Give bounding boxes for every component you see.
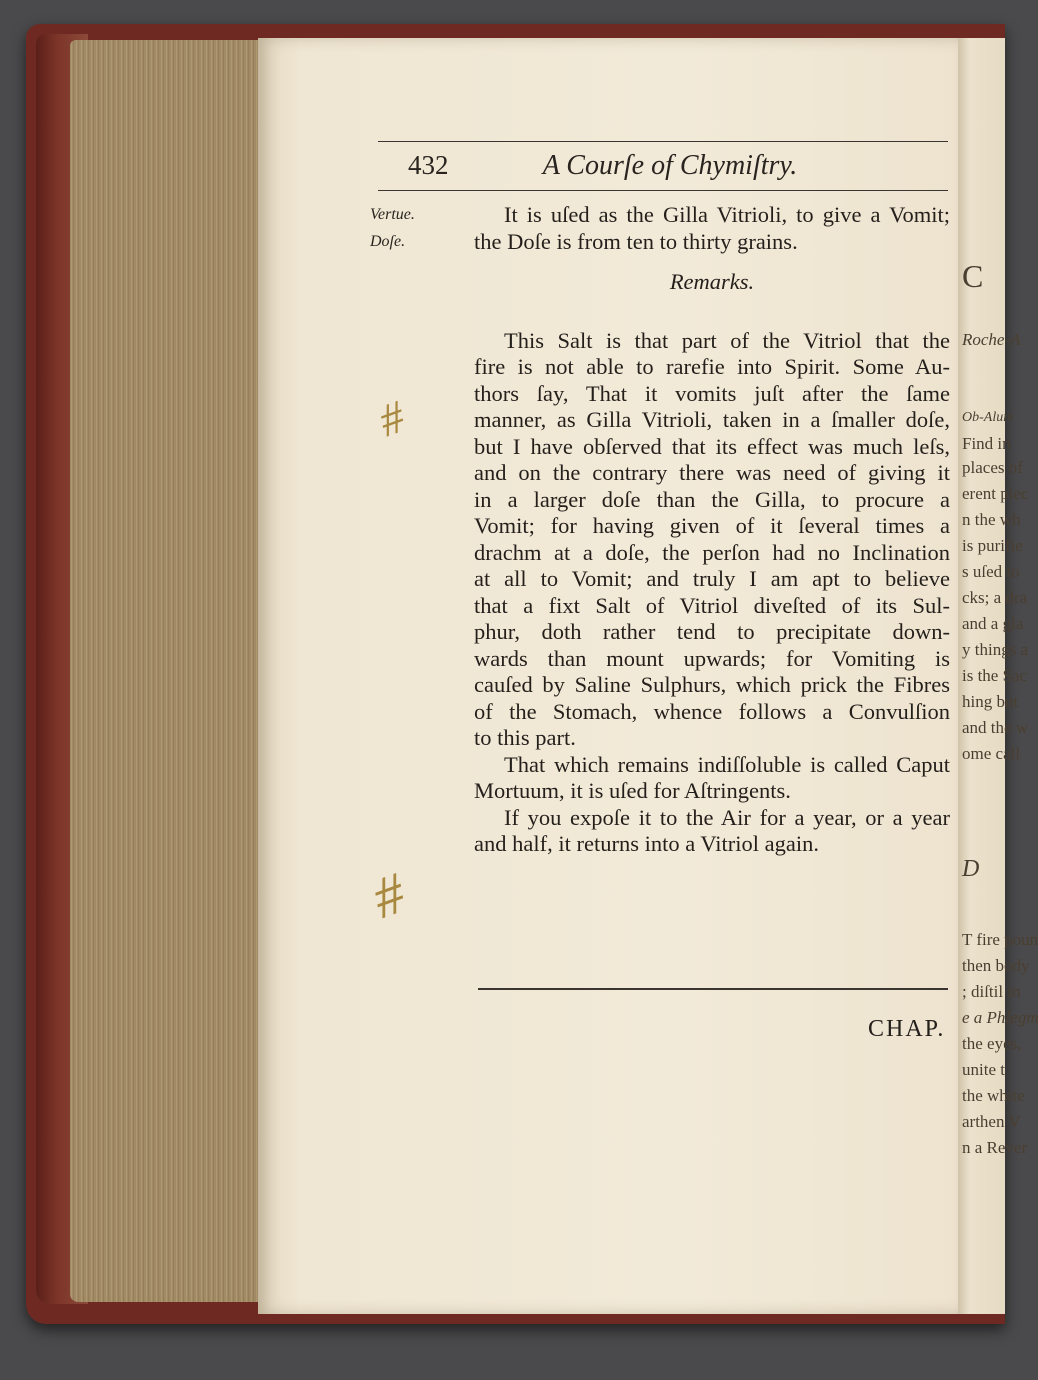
next-page-fragment: e a Phlegm	[962, 1008, 1038, 1027]
text-line: in a larger doſe than the Gilla, to procure a	[474, 486, 950, 512]
margin-note-vertue: Vertue.	[370, 206, 415, 223]
page-edges	[70, 40, 266, 1302]
next-page-fragment: Find in	[962, 434, 1011, 453]
top-rule	[378, 141, 948, 142]
text-line: It is uſed as the Gilla Vitrioli, to give a Vomit;	[504, 202, 950, 227]
next-page-fragment: y things a	[962, 640, 1029, 659]
text-line: This Salt is that part of the Vitriol that the	[504, 327, 950, 353]
next-page-fragment: arthen V	[962, 1112, 1021, 1131]
next-page-fragment: T fire poun	[962, 930, 1038, 949]
next-page-fragment: Ob-Alum	[962, 410, 1014, 425]
next-page-fragment: places of	[962, 458, 1023, 477]
text-line: Vomit; for having given of it ſeveral times a	[474, 513, 950, 538]
next-page-fragment: ome call	[962, 744, 1021, 763]
page-number: 432	[408, 150, 449, 180]
next-page-fragment: and a gla	[962, 614, 1024, 633]
next-page-fragment: is purifie	[962, 536, 1023, 555]
catchword: CHAP.	[868, 1016, 946, 1042]
margin-note-dose: Doſe.	[370, 233, 406, 250]
next-page-fragment: n a Rever	[962, 1138, 1028, 1157]
text-line: If you expoſe it to the Air for a year, or a year	[504, 804, 950, 830]
next-page-fragment: erent piec	[962, 484, 1029, 503]
next-page-fragment: then body	[962, 956, 1030, 975]
ink-hash-mark: #	[363, 860, 414, 931]
text-line: the Doſe is from ten to thirty grains.	[474, 228, 798, 254]
next-page-fragment: n the wh	[962, 510, 1021, 529]
next-page-fragment: Roche-A	[962, 330, 1021, 349]
text-line: to this part.	[474, 725, 576, 750]
next-page-fragment: unite t	[962, 1060, 1005, 1079]
next-page-fragment: C	[962, 258, 984, 294]
text-line: drachm at a doſe, the perſon had no Inclination	[474, 539, 950, 565]
next-page-fragment: is the Sac	[962, 666, 1028, 685]
running-head: A Courſe of Chymiſtry.	[542, 150, 798, 181]
text-line: thors ſay, That it vomits juſt after the ſame	[474, 380, 950, 406]
section-heading: Remarks.	[669, 269, 755, 294]
next-page-fragment: s uſed to	[962, 562, 1020, 581]
text-line: at all to Vomit; and truly I am apt to believe	[474, 566, 950, 591]
next-page-fragment: and the w	[962, 718, 1029, 737]
header-rule	[378, 190, 948, 191]
next-page-fragment: the white	[962, 1086, 1025, 1105]
next-page-fragment: the eyes,	[962, 1034, 1022, 1053]
text-line: fire is not able to rarefie into Spirit. Some Au-	[474, 354, 950, 379]
text-line: That which remains indiſſoluble is called Caput	[504, 751, 950, 777]
text-line: of the Stomach, whence follows a Convulſion	[474, 698, 950, 724]
end-rule	[478, 988, 948, 990]
text-line: but I have obſerved that its effect was much leſs,	[474, 433, 950, 459]
next-page-fragment: ; diſtil in	[962, 982, 1021, 1001]
ink-hash-mark: #	[371, 390, 412, 447]
body-text	[474, 202, 950, 858]
text-line: and on the contrary there was need of giving it	[474, 460, 950, 485]
text-line: cauſed by Saline Sulphurs, which prick the Fibres	[474, 672, 950, 697]
text-line: phur, doth rather tend to precipitate down-	[474, 619, 950, 644]
text-line: and half, it returns into a Vitriol again.	[474, 831, 820, 856]
next-page-fragment: cks; a dra	[962, 588, 1028, 607]
text-line: Mortuum, it is uſed for Aſtringents.	[474, 778, 791, 803]
text-line: wards than mount upwards; for Vomiting is	[474, 645, 950, 671]
next-page-fragment: hing but	[962, 692, 1019, 711]
text-line: that a fixt Salt of Vitriol diveſted of its Sul-	[474, 592, 950, 618]
next-page-fragment: D	[962, 856, 980, 882]
next-page-edge	[958, 38, 1038, 1314]
text-line: manner, as Gilla Vitrioli, taken in a ſmaller doſe,	[474, 407, 950, 432]
